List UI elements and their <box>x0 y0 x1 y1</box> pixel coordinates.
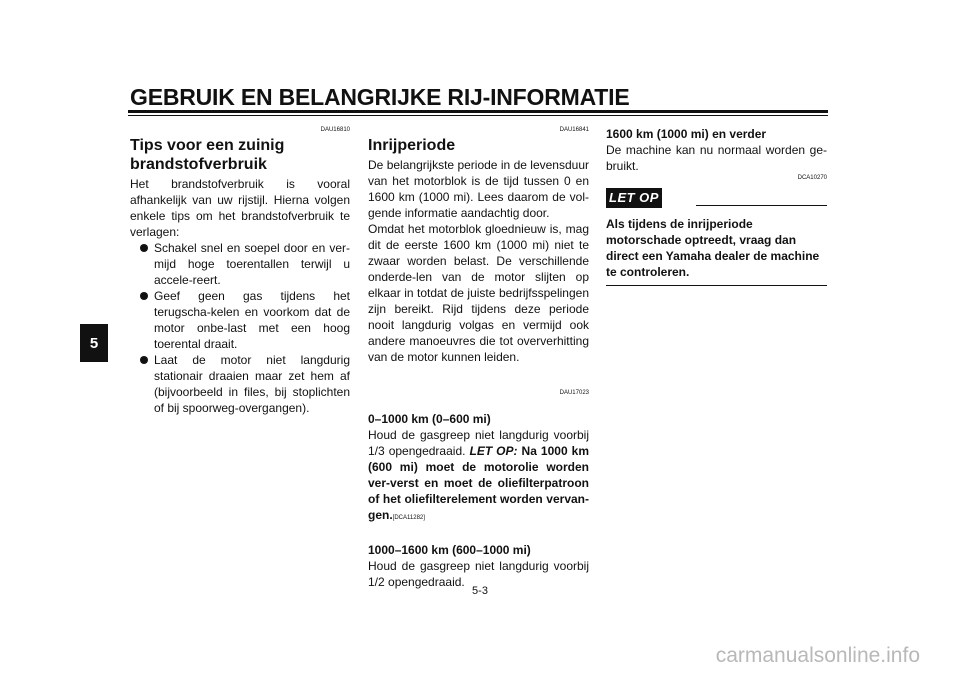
break-in-para-2: Omdat het motorblok gloednieuw is, mag dit de eerste 1600 km (1000 mi) niet te zwaar worden belast. De verschillende onderde-len van de motor slijten op elkaar in totdat de juiste bedrijfsspelingen zijn bereikt. Rijd tijdens deze periode nooit langdurig volgas en vermijd ook andere manoeuvres die tot oververhitting van de motor kunnen leiden. <box>368 222 589 364</box>
section-code: DAU17023 <box>559 390 589 396</box>
page-header-title: GEBRUIK EN BELANGRIJKE RIJ-INFORMATIE <box>130 84 630 110</box>
column-after-1600 <box>606 126 827 286</box>
fuel-intro: Het brandstofverbruik is vooral afhankelijk van uw rijstijl. Hierna volgen enkele tips om het brandstofverbruik te verlagen: <box>130 177 350 239</box>
list-item: Geef geen gas tijdens het terugscha-kelen en voorkom dat de motor onbe-last met een hoog toerental draait. <box>130 288 350 352</box>
header-rule <box>128 110 828 113</box>
stage-3-text: De machine kan nu normaal worden ge-bruikt. <box>606 143 827 173</box>
column-fuel-tips <box>130 126 350 416</box>
caution-end-rule <box>606 285 827 286</box>
header-rule-thin <box>128 115 828 116</box>
subheading-1600-plus: 1600 km (1000 mi) en verder <box>606 127 767 141</box>
caution-text: Als tijdens de inrijperiode motorschade optreedt, vraag dan direct een Yamaha dealer de machine te controleren. <box>606 217 820 279</box>
list-item: Laat de motor niet langdurig stationair draaien maar zet hem af (bijvoorbeeld in files, bij stoplichten of bij spoorweg-overgangen). <box>130 352 350 416</box>
caution-code: DCA10270 <box>797 175 827 181</box>
stage-2-text: Houd de gasgreep niet langdurig voorbij 1/2 opengedraaid. <box>368 559 589 589</box>
letop-badge: LET OP <box>606 188 662 208</box>
chapter-tab: 5 <box>80 324 108 362</box>
break-in-para-1: De belangrijkste periode in de levensduur van het motorblok is de tijd tussen 0 en 1600 km (1000 mi). Lees daarom de vol-gende informatie aandachtig door. <box>368 158 589 220</box>
watermark: carmanualsonline.info <box>715 644 920 667</box>
caution-rule <box>696 205 827 206</box>
caution-code: [DCA11282] <box>392 515 425 521</box>
section-code: DAU16810 <box>320 127 350 133</box>
section-title-fuel: Tips voor een zuinig brandstofverbruik <box>130 137 285 173</box>
list-item: Schakel snel en soepel door en ver-mijd hoge toerentallen terwijl u accele-reert. <box>130 240 350 288</box>
section-code: DAU16841 <box>559 127 589 133</box>
section-title-break-in: Inrijperiode <box>368 137 456 154</box>
page-number: 5-3 <box>472 585 488 597</box>
letop-inline-label: LET OP: <box>469 444 518 458</box>
letop-caution-header <box>606 186 827 210</box>
stage-1-text <box>368 427 589 526</box>
letop-inline-text: Na 1000 km (600 mi) moet de motorolie worden ver-verst en moet de oliefilterpatroon of het oliefilterelement worden vervan-gen. <box>368 444 589 522</box>
subheading-1000-1600: 1000–1600 km (600–1000 mi) <box>368 543 531 557</box>
stage-1-instruction: Houd de gasgreep niet langdurig voorbij 1/3 opengedraaid. <box>368 428 589 458</box>
fuel-tips-list <box>130 240 350 416</box>
subheading-0-1000: 0–1000 km (0–600 mi) <box>368 412 491 426</box>
column-break-in <box>368 126 589 590</box>
